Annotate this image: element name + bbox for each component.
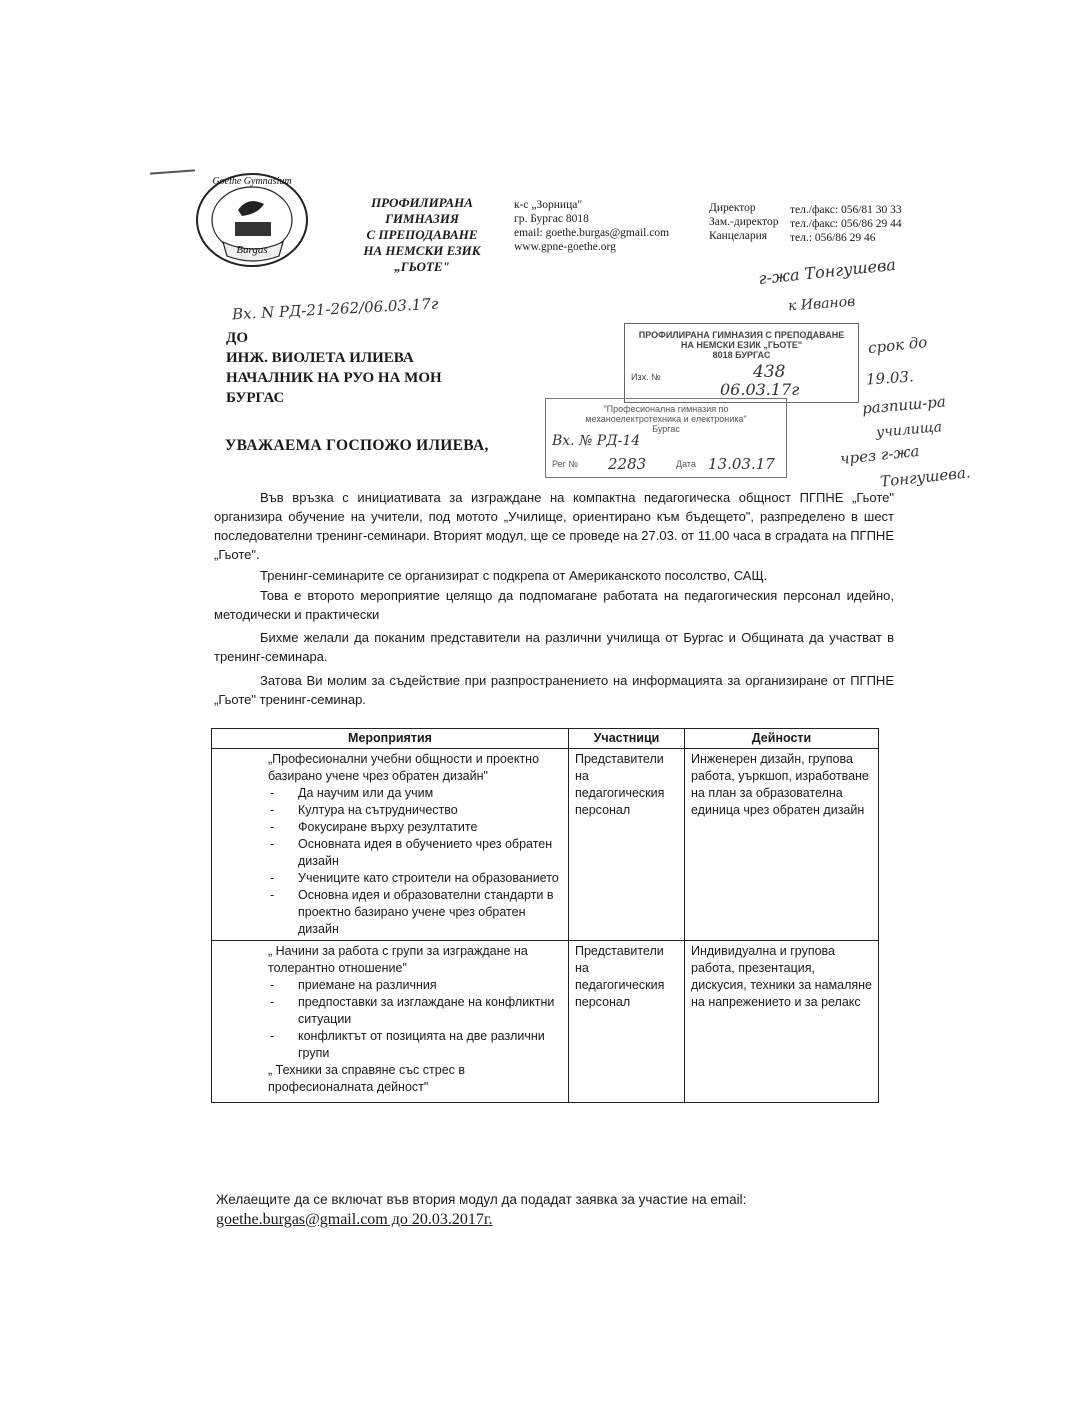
handwritten-note: 19.03. [865,367,915,389]
deadline: до 20.03.2017г. [387,1211,493,1228]
handwritten-note: училища [875,419,943,441]
handwritten-note: Тонгушева. [879,463,972,491]
handwritten-note: г-жа Тонгушева [757,254,897,289]
handwritten-note: чрез г-жа [839,441,921,469]
school-logo [193,170,311,270]
participants-cell: Представители на педагогическия персонал [569,941,685,1103]
activities-cell: Инженерен дизайн, групова работа, уъркшоп, изработване на план за образователна единица чрез обратен дизайн [685,749,879,941]
topic-list [218,977,562,1062]
footer-note: Желаещите да се включат във втория модул да подадат заявка за участие на email: goethe.burgas@gmail.com до 20.03.2017г. [216,1192,747,1228]
website: www.gpne-goethe.org [514,241,616,253]
participants-cell: Представители на педагогическия персонал [569,749,685,941]
column-header: Мероприятия [212,729,569,749]
events-table [211,728,879,1103]
paragraph: Тренинг-семинарите се организират с подкрепа от Американското посолство, САЩ. [260,568,768,583]
logo-text-top: Goethe Gymnasium [212,176,292,187]
email-link[interactable]: goethe.burgas@gmail.com [216,1211,388,1228]
handwritten-note: разпиш-ра [861,392,947,418]
list-item: - Основната идея в обучението чрез обратен дизайн [268,836,562,870]
table-header-row [212,729,879,749]
handwritten-note: срок до [867,332,929,358]
column-header: Дейности [685,729,879,749]
list-item: - предпоставки за изглаждане на конфликтни ситуации [268,994,562,1028]
table-row [212,941,879,1103]
contact-phones: тел./факс: 056/81 30 33 тел./факс: 056/86 29 44 тел.: 056/86 29 46 [790,204,902,244]
activities-cell: Индивидуална и групова работа, презентация, дискусия, техники за намаляне на напрежението и за релакс [685,941,879,1103]
incoming-stamp: "Професионална гимназия по механоелектротехника и електроника" Бургас Вх. № РД-14 Рег № 2283 Дата 13.03.17 [545,398,787,478]
list-item: - Основна идея и образователни стандарти в проектно базирано учене чрез обратен дизайн [268,887,562,938]
event-cell: „Професионални учебни общности и проектно базирано учене чрез обратен дизайн" - Да научим или да учим - Култура на сътрудничество - Фокусиране върху резултатите - Основната идея в обучението чрез обратен дизайн - Учениците като строители на образованието - Основна идея и образователни стандарти в проектно базирано учене чрез обратен дизайн [212,749,569,941]
paragraph: Това е второто мероприятие целящо да подпомагане работата на педагогическия персонал идейно, методически и практически [214,588,894,622]
column-header: Участници [569,729,685,749]
recipient-block: ДО ИНЖ. ВИОЛЕТА ИЛИЕВА НАЧАЛНИК НА РУО НА МОН БУРГАС [226,330,442,406]
outgoing-stamp: ПРОФИЛИРАНА ГИМНАЗИЯ С ПРЕПОДАВАНЕ НА НЕМСКИ ЕЗИК „ГЬОТЕ" 8018 БУРГАС Изх. № 438 06.03.17г [624,323,859,403]
email-address: email: goethe.burgas@gmail.com [514,227,670,239]
school-address: к-с „Зорница" гр. Бургас 8018 email: goethe.burgas@gmail.com www.gpne-goethe.org [514,199,670,253]
topic-list [218,785,562,938]
list-item: - Култура на сътрудничество [268,802,562,819]
paragraph: Затова Ви молим за съдействие при разпространението на информацията за организиране от ПГПНЕ „Гьоте" тренинг-семинар. [214,673,894,707]
handwritten-reg-number: Вх. N РД-21-262/06.03.17г [231,294,439,324]
table-row [212,749,879,941]
scan-mark [150,169,195,174]
list-item: - конфликтът от позицията на две различни групи [268,1028,562,1062]
paragraph: Бихме желали да поканим представители на различни училища от Бургас и Общината да участват в тренинг-семинара. [214,630,894,664]
handwritten-note: к Иванов [787,293,856,315]
event-cell: „ Начини за работа с групи за изграждане на толерантно отношение" - приемане на различния - предпоставки за изглаждане на конфликтни ситуации - конфликтът от позицията на две различни групи „ Техники за справяне със стрес в професионалната дейност" [212,941,569,1103]
list-item: - Да научим или да учим [268,785,562,802]
logo-text-bottom: Burgas [236,244,268,256]
list-item: - Фокусиране върху резултатите [268,819,562,836]
contact-roles: Директор Зам.-директор Канцелария [709,202,779,242]
list-item: - приемане на различния [268,977,562,994]
list-item: - Учениците като строители на образованието [268,870,562,887]
school-name: ПРОФИЛИРАНА ГИМНАЗИЯ С ПРЕПОДАВАНЕ НА НЕМСКИ ЕЗИК „ГЬОТЕ" [363,195,481,274]
salutation: УВАЖАЕМА ГОСПОЖО ИЛИЕВА, [225,437,489,454]
paragraph: Във връзка с инициативата за изграждане на компактна педагогическа общност ПГПНЕ „Гьоте" организира обучение на учители, под мотото „Училище, ориентирано към бъдещето", разпределено в шест последователни тренинг-семинари. Вторият модул, ще се проведе на 27.03. от 11.00 часа в сградата на ПГПНЕ „Гьоте". [214,490,894,562]
